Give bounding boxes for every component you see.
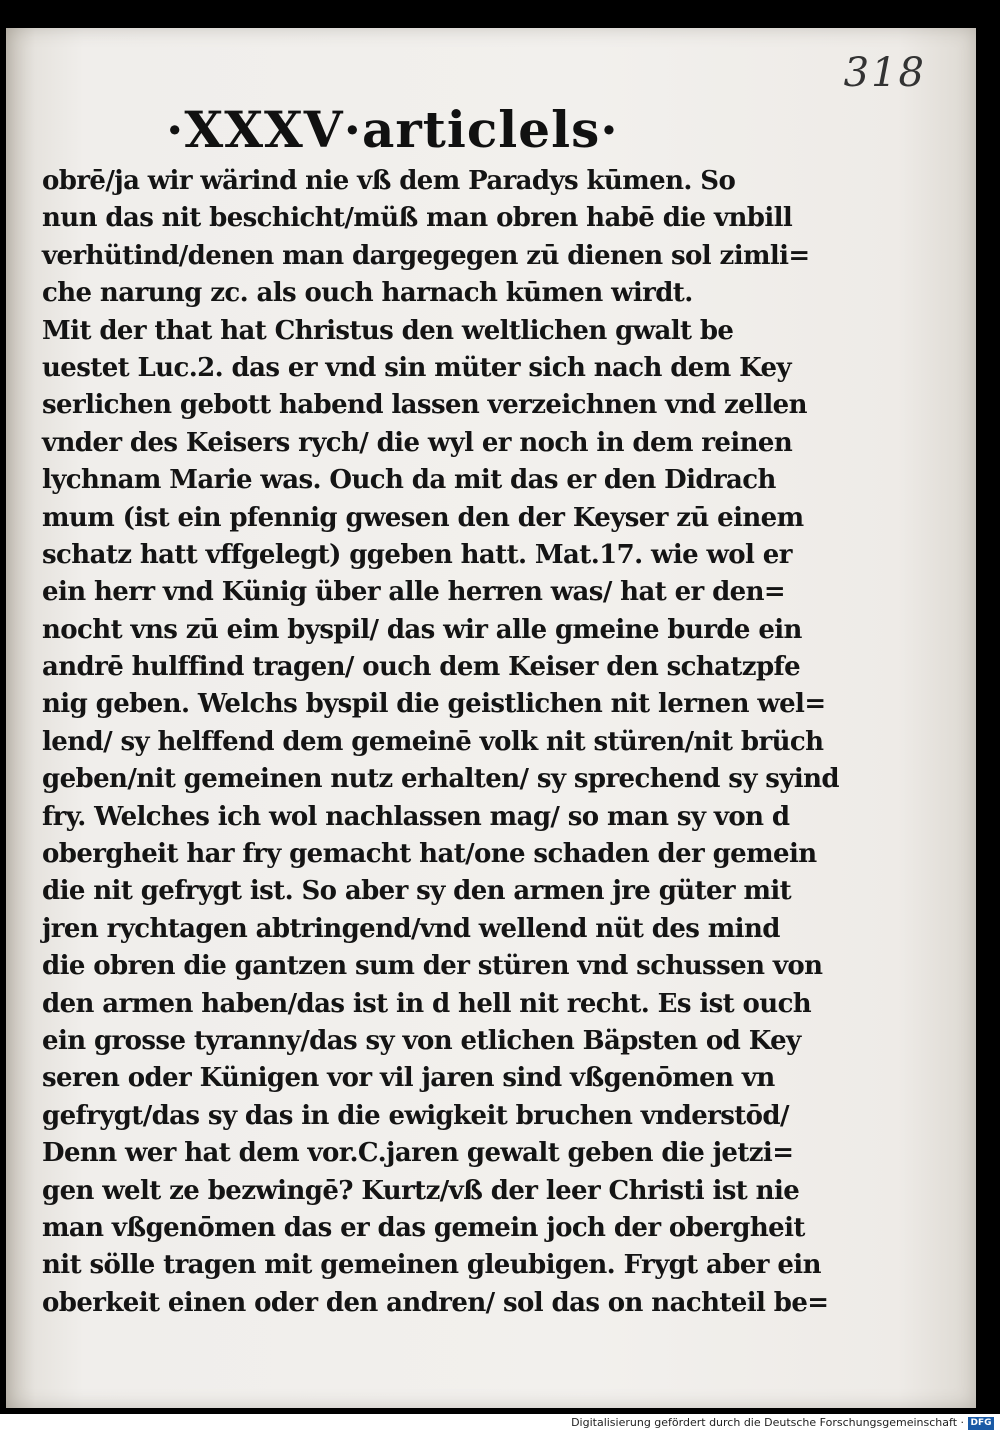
text-line: nig geben. Welchs byspil die geistlichen nit lernen wel= [42,689,826,720]
text-line: obergheit har fry gemacht hat/one schaden der gemein [42,839,817,870]
text-line: mum (ist ein pfennig gwesen den der Keyser zū einem [42,502,804,533]
text-line: Mit der that hat Christus den weltlichen gwalt be [42,315,734,346]
text-line: die obren die gantzen sum der stüren vnd schussen von [42,951,823,982]
text-line: lend/ sy helffend dem gemeinē volk nit stüren/nit brüch [42,726,824,757]
text-line: nocht vns zū eim byspil/ das wir alle gmeine burde ein [42,614,802,645]
text-line: lychnam Marie was. Ouch da mit das er den Didrach [42,465,776,496]
text-line: verhütind/denen man dargegegen zū dienen sol zimli= [42,240,810,271]
text-line: Denn wer hat dem vor.C.jaren gewalt geben die jetzi= [42,1138,794,1169]
text-line: geben/nit gemeinen nutz erhalten/ sy sprechend sy syind [42,764,840,795]
text-line: die nit gefrygt ist. So aber sy den armen jre güter mit [42,876,792,907]
text-line: schatz hatt vffgelegt) ggeben hatt. Mat.17. wie wol er [42,539,792,570]
text-line: andrē hulffind tragen/ ouch dem Keiser den schatzpfe [42,652,801,683]
text-line: jren rychtagen abtringend/vnd wellend nüt des mind [42,913,780,944]
text-line: uestet Luc.2. das er vnd sin müter sich nach dem Key [42,352,791,383]
dfg-logo: DFG [968,1417,994,1430]
text-block [42,163,840,1322]
folio-number: 318 [843,50,926,96]
text-line: fry. Welches ich wol nachlassen mag/ so man sy von d [42,801,790,832]
text-line: man vßgenōmen das er das gemein joch der obergheit [42,1212,805,1243]
text-line: serlichen gebott habend lassen verzeichnen vnd zellen [42,390,807,421]
text-line: gen welt ze bezwingē? Kurtz/vß der leer Christi ist nie [42,1175,800,1206]
text-line: vnder des Keisers rych/ die wyl er noch in dem reinen [42,427,793,458]
text-line: gefrygt/das sy das in die ewigkeit bruchen vnderstōd/ [42,1100,789,1131]
running-head: ·XXXV·articlels· [166,100,619,159]
text-line: ein grosse tyranny/das sy von etlichen Bäpsten od Key [42,1025,801,1056]
text-line: che narung zc. als ouch harnach kūmen wirdt. [42,278,693,309]
text-line: den armen haben/das ist in d hell nit recht. Es ist ouch [42,988,812,1019]
book-page [6,28,976,1408]
text-line: seren oder Künigen vor vil jaren sind vßgenōmen vn [42,1063,775,1094]
text-line: nit sölle tragen mit gemeinen gleubigen. Frygt aber ein [42,1250,821,1281]
text-line: ein herr vnd Künig über alle herren was/ hat er den= [42,577,786,608]
text-line: oberkeit einen oder den andren/ sol das on nachteil be= [42,1287,829,1318]
footer [0,1414,1000,1434]
funding-notice: Digitalisierung gefördert durch die Deutsche Forschungsgemeinschaft · [571,1416,964,1429]
text-line: obrē/ja wir wärind nie vß dem Paradys kūmen. So [42,166,736,196]
text-line: nun das nit beschicht/müß man obren habē die vnbill [42,203,793,234]
